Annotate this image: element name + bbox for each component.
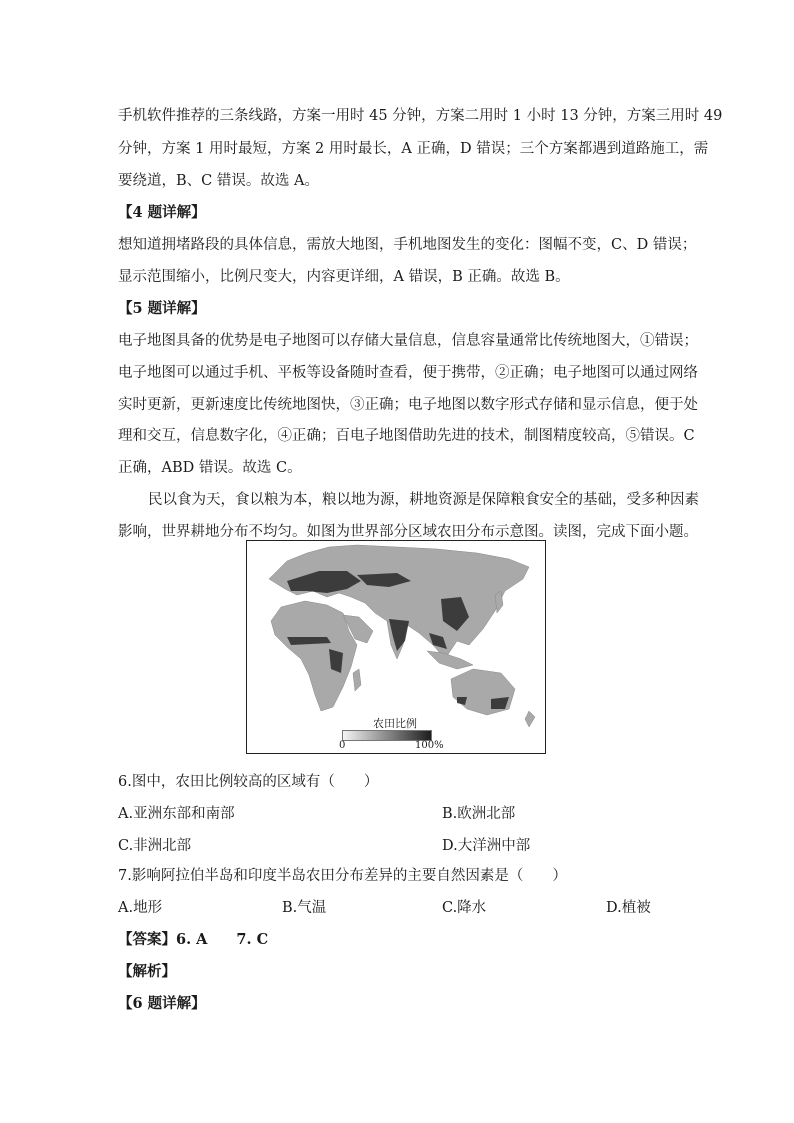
text-line: 理和交互，信息数字化，④正确；百电子地图借助先进的技术，制图精度较高，⑤错误。C [118, 428, 695, 444]
southeast-asia-islands [427, 651, 473, 669]
q4-heading: 【4 题详解】 [118, 204, 206, 221]
option-a: A.地形 [118, 900, 163, 916]
text-line: 电子地图具备的优势是电子地图可以存储大量信息，信息容量通常比传统地图大，①错误； [118, 333, 698, 349]
legend-max-label: 100% [415, 740, 444, 751]
text-line: 影响，世界耕地分布不均匀。如图为世界部分区域农田分布示意图。读图，完成下面小题。 [118, 524, 698, 540]
text-line: 显示范围缩小，比例尺变大，内容更详细，A 错误，B 正确。故选 B。 [118, 269, 570, 285]
legend-title: 农田比例 [373, 717, 417, 730]
answer-line: 【答案】6. A 7. C [118, 931, 269, 948]
q6-heading: 【6 题详解】 [118, 995, 206, 1012]
text-line: 实时更新，更新速度比传统地图快，③正确；电子地图以数字形式存储和显示信息，便于处 [118, 397, 698, 413]
text-line: 想知道拥堵路段的具体信息，需放大地图，手机地图发生的变化：图幅不变，C、D 错误； [118, 237, 697, 253]
option-b: B.气温 [282, 900, 327, 916]
text-line: 分钟，方案 1 用时最短，方案 2 用时最长，A 正确，D 错误；三个方案都遇到道路施工，需 [118, 141, 709, 157]
option-d: D.植被 [606, 900, 651, 916]
analysis-heading: 【解析】 [118, 963, 176, 980]
legend-min-label: 0 [339, 740, 346, 751]
text-line: 电子地图可以通过手机、平板等设备随时查看，便于携带，②正确；电子地图可以通过网络 [118, 365, 698, 381]
text-line: 民以食为天，食以粮为本，粮以地为源，耕地资源是保障粮食安全的基础，受多种因素 [148, 492, 699, 508]
australia-landmass [451, 669, 515, 715]
q5-heading: 【5 题详解】 [118, 300, 206, 317]
option-d: D.大洋洲中部 [442, 838, 531, 854]
madagascar [353, 669, 361, 691]
option-c: C.降水 [442, 900, 487, 916]
text-line: 正确，ABD 错误。故选 C。 [118, 460, 302, 476]
option-c: C.非洲北部 [118, 838, 192, 854]
world-cropland-map [246, 540, 546, 754]
question-stem: 6.图中，农田比例较高的区域有（ ） [118, 774, 379, 790]
text-line: 要绕道，B、C 错误。故选 A。 [118, 173, 319, 189]
option-b: B.欧洲北部 [442, 806, 516, 822]
text-line: 手机软件推荐的三条线路，方案一用时 45 分钟，方案二用时 1 小时 13 分钟，方案三用时 49 [118, 108, 723, 124]
question-stem: 7.影响阿拉伯半岛和印度半岛农田分布差异的主要自然因素是（ ） [118, 868, 567, 884]
new-zealand [525, 711, 535, 727]
option-a: A.亚洲东部和南部 [118, 806, 235, 822]
